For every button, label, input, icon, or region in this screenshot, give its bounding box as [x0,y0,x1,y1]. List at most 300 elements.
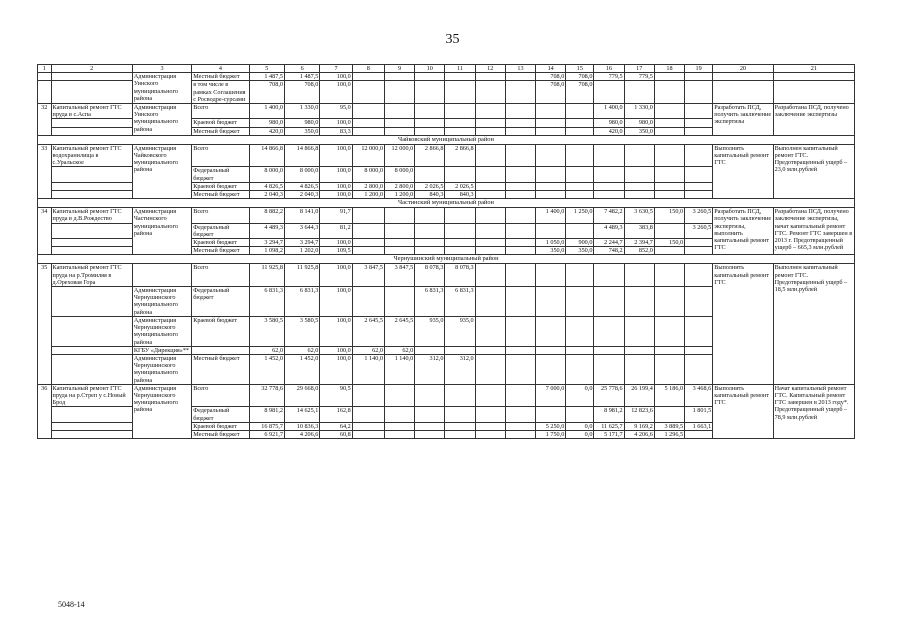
table-cell-col-18: 3 889,5 [654,422,684,430]
table-cell-col-19 [685,167,713,182]
table-cell-col-12 [475,182,505,190]
table-cell-col-6: 8 000,0 [284,167,319,182]
table-cell-col-19 [685,182,713,190]
table-cell-col-12 [475,422,505,430]
table-cell-col-2 [51,127,132,135]
table-cell-col-5: 8 000,0 [249,167,284,182]
table-cell-col-12 [475,223,505,238]
table-cell-col-11: 8 078,3 [445,264,475,287]
table-cell-col-10 [415,104,445,119]
table-cell-col-4: Всего [192,264,249,287]
table-cell-col-10 [415,247,445,255]
table-cell-col-15 [566,127,594,135]
table-cell-col-12 [475,104,505,119]
table-cell-col-7: 100,0 [320,191,352,199]
table-cell-col-2: Капитальный ремонт ГТС пруда в с.Аспа [51,104,132,119]
table-cell-col-6: 4 826,5 [284,182,319,190]
footer-code: 5048-14 [58,600,85,609]
table-cell-col-2: Капитальный ремонт ГТС пруда в д.В.Рождество [51,208,132,223]
table-cell-col-17 [624,354,654,384]
table-cell-col-14: 1 400,0 [536,208,566,223]
column-header: 4 [192,65,249,73]
table-cell-col-17: 12 823,6 [624,407,654,422]
table-cell-col-4: Краевой бюджет [192,239,249,247]
table-cell-col-16: 7 482,2 [594,208,624,223]
table-cell-col-18 [654,144,684,167]
table-cell-col-13 [505,73,535,81]
table-cell-col-15 [566,287,594,317]
table-cell-col-9 [384,104,414,119]
table-cell-col-11 [445,384,475,407]
table-cell-col-5: 1 487,5 [249,73,284,81]
column-header: 16 [594,65,624,73]
table-cell-col-10 [415,407,445,422]
table-cell-col-10 [415,430,445,438]
table-cell-col-13 [505,81,535,104]
table-cell-col-4: Краевой бюджет [192,316,249,346]
table-cell-col-7: 100,0 [320,119,352,127]
table-cell-col-17 [624,264,654,287]
table-cell-col-7: 162,8 [320,407,352,422]
table-cell-col-4: Всего [192,144,249,167]
table-cell-col-16: 980,0 [594,119,624,127]
table-cell-col-1: 33 [38,144,52,198]
table-cell-col-9: 62,0 [384,346,414,354]
column-header: 14 [536,65,566,73]
table-cell-col-11 [445,119,475,127]
table-cell-col-13 [505,346,535,354]
table-cell-col-7: 95,0 [320,104,352,119]
table-cell-col-9 [384,81,414,104]
table-cell-col-2 [51,316,132,346]
table-row [38,208,855,223]
table-cell-col-17: 383,8 [624,223,654,238]
table-cell-col-21: Разработана ПСД, получено заключение экспертизы [773,104,854,136]
table-cell-col-14 [536,144,566,167]
header-row [38,65,855,73]
table-cell-col-21: Разработана ПСД, получено заключение экспертизы, начат капитальный ремонт ГТС. Ремонт ГТС завершен в 2013 г. Предотвращенный ущерб – 665,3 млн.рублей [773,208,854,255]
table-cell-col-2 [51,73,132,81]
table-cell-col-11 [445,104,475,119]
table-cell-col-5: 4 489,3 [249,223,284,238]
table-cell-col-6: 3 294,7 [284,239,319,247]
table-cell-col-7: 100,0 [320,316,352,346]
table-cell-col-8 [352,287,384,317]
table-cell-col-20 [713,81,773,104]
table-cell-col-12 [475,430,505,438]
table-cell-col-19 [685,81,713,104]
table-cell-col-14 [536,346,566,354]
table-cell-col-4: в том числе в рамках Соглашения с Росводре-сурсами [192,81,249,104]
table-cell-col-4: Местный бюджет [192,127,249,135]
table-cell-col-18 [654,354,684,384]
table-cell-col-6: 29 668,0 [284,384,319,407]
table-cell-col-8: 12 000,0 [352,144,384,167]
table-cell-col-8 [352,208,384,223]
table-cell-col-13 [505,384,535,407]
table-cell-col-19 [685,287,713,317]
section-title: Чернушинский муниципальный район [38,255,855,264]
table-cell-col-10 [415,167,445,182]
table-cell-col-7: 100,0 [320,264,352,287]
table-cell-col-9 [384,422,414,430]
table-cell-col-17 [624,144,654,167]
table-cell-col-8 [352,407,384,422]
table-cell-col-2 [51,407,132,422]
table-cell-col-21 [773,73,854,81]
table-cell-col-9 [384,119,414,127]
table-cell-col-6: 1 487,5 [284,73,319,81]
table-cell-col-19 [685,264,713,287]
table-cell-col-9 [384,430,414,438]
table-cell-col-19 [685,119,713,127]
table-cell-col-19 [685,127,713,135]
table-cell-col-16 [594,346,624,354]
table-cell-col-10: 840,3 [415,191,445,199]
table-row [38,264,855,287]
table-cell-col-19 [685,104,713,119]
table-cell-col-11 [445,407,475,422]
column-header: 13 [505,65,535,73]
table-cell-col-17: 26 199,4 [624,384,654,407]
table-cell-col-14: 708,0 [536,73,566,81]
table-cell-col-10: 6 831,3 [415,287,445,317]
table-cell-col-8 [352,119,384,127]
table-cell-col-7: 64,2 [320,422,352,430]
table-cell-col-15: 900,0 [566,239,594,247]
column-header: 18 [654,65,684,73]
table-cell-col-4: Всего [192,104,249,119]
table-cell-col-8: 62,0 [352,346,384,354]
table-cell-col-2 [51,81,132,104]
table-cell-col-16 [594,287,624,317]
table-cell-col-19: 1 801,5 [685,407,713,422]
table-cell-col-17 [624,316,654,346]
table-cell-col-5: 1 400,0 [249,104,284,119]
table-cell-col-20: Выполнить капитальный ремонт ГТС [713,384,773,438]
table-cell-col-21: Начат капитальный ремонт ГТС. Капитальный ремонт ГТС завершен в 2013 году*. Предотвращенный ущерб – 78,9 млн.рублей [773,384,854,438]
table-cell-col-12 [475,346,505,354]
table-cell-col-5: 32 778,6 [249,384,284,407]
table-cell-col-4: Краевой бюджет [192,182,249,190]
table-cell-col-6: 980,0 [284,119,319,127]
table-cell-col-15: 0,0 [566,422,594,430]
table-cell-col-8 [352,384,384,407]
table-cell-col-19 [685,430,713,438]
table-cell-col-9 [384,208,414,223]
column-header: 5 [249,65,284,73]
table-cell-col-6: 1 330,0 [284,104,319,119]
column-header: 15 [566,65,594,73]
table-cell-col-18 [654,81,684,104]
table-cell-col-12 [475,354,505,384]
table-cell-col-3: Администрация Уинского муниципального района [132,73,191,104]
table-cell-col-3: Администрация Уинского муниципального района [132,104,191,136]
table-cell-col-14: 350,0 [536,247,566,255]
table-cell-col-8 [352,247,384,255]
table-cell-col-18 [654,287,684,317]
table-cell-col-7: 83,3 [320,127,352,135]
table-cell-col-5: 1 452,0 [249,354,284,384]
table-cell-col-16: 5 171,7 [594,430,624,438]
table-cell-col-16 [594,182,624,190]
table-cell-col-17: 4 206,6 [624,430,654,438]
table-cell-col-5: 62,0 [249,346,284,354]
table-cell-col-14 [536,191,566,199]
table-cell-col-21: Выполнен капитальный ремонт ГТС. Предотвращенный ущерб – 23,0 млн.рублей [773,144,854,198]
table-cell-col-11: 6 831,3 [445,287,475,317]
table-cell-col-14: 1 750,0 [536,430,566,438]
table-cell-col-11 [445,167,475,182]
table-cell-col-19: 1 663,1 [685,422,713,430]
table-cell-col-14 [536,264,566,287]
table-cell-col-9 [384,407,414,422]
table-cell-col-3: Администрация Чернушинского муниципального района [132,287,191,317]
table-cell-col-17: 2 394,7 [624,239,654,247]
table-cell-col-2: Капитальный ремонт ГТС пруда на р.Тромиляя в д.Ореховая Гора [51,264,132,287]
table-body [38,65,855,439]
table-cell-col-6: 2 040,3 [284,191,319,199]
section-row [38,199,855,208]
table-cell-col-12 [475,73,505,81]
table-cell-col-10 [415,73,445,81]
section-title: Частинский муниципальный район [38,199,855,208]
table-cell-col-4: Местный бюджет [192,191,249,199]
table-cell-col-4: Краевой бюджет [192,119,249,127]
table-cell-col-10 [415,384,445,407]
table-cell-col-11 [445,81,475,104]
table-cell-col-5: 14 866,8 [249,144,284,167]
table-cell-col-4: Федеральный бюджет [192,287,249,317]
table-cell-col-11 [445,127,475,135]
table-cell-col-8 [352,223,384,238]
table-cell-col-9: 1 200,0 [384,191,414,199]
table-cell-col-5: 8 981,2 [249,407,284,422]
table-cell-col-15: 0,0 [566,430,594,438]
table-cell-col-6: 708,0 [284,81,319,104]
table-cell-col-16: 4 489,3 [594,223,624,238]
table-cell-col-19 [685,144,713,167]
table-cell-col-10 [415,119,445,127]
table-cell-col-19 [685,316,713,346]
table-cell-col-17: 9 169,2 [624,422,654,430]
table-cell-col-2 [51,239,132,247]
table-cell-col-11 [445,239,475,247]
table-cell-col-4: Федеральный бюджет [192,407,249,422]
table-cell-col-14 [536,104,566,119]
table-cell-col-6: 10 836,3 [284,422,319,430]
table-cell-col-7: 109,5 [320,247,352,255]
table-cell-col-15: 708,0 [566,81,594,104]
column-header: 17 [624,65,654,73]
table-cell-col-15 [566,407,594,422]
table-cell-col-4: Краевой бюджет [192,422,249,430]
table-cell-col-12 [475,119,505,127]
column-header: 19 [685,65,713,73]
column-header: 10 [415,65,445,73]
table-cell-col-17: 1 330,0 [624,104,654,119]
table-cell-col-20: Разработать ПСД, получить заключение экспертизы [713,104,773,136]
table-cell-col-2 [51,430,132,438]
table-cell-col-11 [445,223,475,238]
table-cell-col-12 [475,264,505,287]
table-cell-col-17: 779,5 [624,73,654,81]
table-cell-col-2 [51,346,132,354]
table-cell-col-11: 840,3 [445,191,475,199]
table-cell-col-13 [505,127,535,135]
table-cell-col-8: 2 645,5 [352,316,384,346]
table-cell-col-8 [352,127,384,135]
table-cell-col-12 [475,144,505,167]
table-cell-col-5: 980,0 [249,119,284,127]
table-cell-col-5: 3 580,5 [249,316,284,346]
table-cell-col-16 [594,264,624,287]
table-row [38,73,855,81]
table-cell-col-14 [536,407,566,422]
table-cell-col-14: 708,0 [536,81,566,104]
table-cell-col-9: 2 645,5 [384,316,414,346]
table-cell-col-20: Выполнить капитальный ремонт ГТС [713,144,773,198]
table-cell-col-15 [566,354,594,384]
table-cell-col-18 [654,407,684,422]
table-cell-col-14 [536,316,566,346]
table-cell-col-18: 5 186,0 [654,384,684,407]
table-cell-col-6: 14 866,8 [284,144,319,167]
table-cell-col-12 [475,407,505,422]
table-cell-col-20 [713,73,773,81]
table-cell-col-19 [685,346,713,354]
table-cell-col-15 [566,264,594,287]
table-cell-col-18: 150,0 [654,239,684,247]
column-header: 2 [51,65,132,73]
table-cell-col-5: 8 882,2 [249,208,284,223]
table-cell-col-1: 34 [38,208,52,255]
column-header: 6 [284,65,319,73]
table-cell-col-14 [536,119,566,127]
table-cell-col-14: 7 000,0 [536,384,566,407]
table-cell-col-15: 1 250,0 [566,208,594,223]
table-cell-col-8: 3 847,5 [352,264,384,287]
table-cell-col-12 [475,247,505,255]
table-cell-col-6: 6 831,3 [284,287,319,317]
table-cell-col-4: Федеральный бюджет [192,167,249,182]
table-cell-col-9 [384,223,414,238]
table-cell-col-12 [475,81,505,104]
table-cell-col-15 [566,346,594,354]
table-cell-col-15 [566,191,594,199]
table-cell-col-9: 12 000,0 [384,144,414,167]
table-row [38,384,855,407]
table-cell-col-15 [566,104,594,119]
table-cell-col-9 [384,239,414,247]
table-cell-col-10: 312,0 [415,354,445,384]
table-cell-col-14 [536,287,566,317]
budget-table-wrapper [37,64,855,439]
table-cell-col-3: Администрация Чайковского муниципального района [132,144,191,198]
budget-table [37,64,855,439]
column-header: 3 [132,65,191,73]
table-cell-col-15: 708,0 [566,73,594,81]
table-cell-col-4: Местный бюджет [192,354,249,384]
table-cell-col-3 [132,264,191,287]
table-cell-col-11 [445,430,475,438]
table-cell-col-9 [384,247,414,255]
table-cell-col-14 [536,223,566,238]
table-cell-col-13 [505,104,535,119]
table-cell-col-5: 1 098,2 [249,247,284,255]
table-cell-col-2: Капитальный ремонт ГТС водохранилища в с.Уральское [51,144,132,167]
table-cell-col-1: 35 [38,264,52,384]
table-cell-col-2 [51,247,132,255]
table-cell-col-5: 6 831,3 [249,287,284,317]
table-cell-col-11 [445,247,475,255]
table-cell-col-19 [685,191,713,199]
column-header: 9 [384,65,414,73]
table-cell-col-2 [51,191,132,199]
table-cell-col-3: КГБУ «Дирекция»** [132,346,191,354]
table-cell-col-12 [475,316,505,346]
table-cell-col-13 [505,208,535,223]
table-cell-col-10: 935,0 [415,316,445,346]
table-cell-col-5: 708,0 [249,81,284,104]
table-cell-col-19: 3 260,5 [685,223,713,238]
table-cell-col-11: 2 026,5 [445,182,475,190]
table-cell-col-7: 91,7 [320,208,352,223]
table-cell-col-11: 312,0 [445,354,475,384]
table-cell-col-15 [566,167,594,182]
column-header: 12 [475,65,505,73]
table-cell-col-4: Местный бюджет [192,247,249,255]
table-cell-col-11 [445,73,475,81]
table-cell-col-7: 100,0 [320,239,352,247]
table-cell-col-19 [685,239,713,247]
table-cell-col-19 [685,247,713,255]
table-cell-col-10 [415,223,445,238]
table-cell-col-16: 2 244,7 [594,239,624,247]
table-cell-col-13 [505,430,535,438]
table-cell-col-18 [654,127,684,135]
table-cell-col-1 [38,73,52,81]
table-cell-col-15 [566,223,594,238]
table-cell-col-16 [594,316,624,346]
table-cell-col-12 [475,239,505,247]
table-cell-col-19: 3 468,6 [685,384,713,407]
table-row [38,104,855,119]
table-cell-col-12 [475,127,505,135]
table-cell-col-9: 8 000,0 [384,167,414,182]
table-cell-col-6: 3 580,5 [284,316,319,346]
table-cell-col-15 [566,144,594,167]
table-cell-col-13 [505,182,535,190]
table-cell-col-17 [624,346,654,354]
column-header: 20 [713,65,773,73]
table-cell-col-9 [384,127,414,135]
table-cell-col-3: Администрация Чернушинского муниципального района [132,384,191,438]
table-cell-col-20: Выполнить капитальный ремонт ГТС [713,264,773,384]
table-cell-col-7: 100,0 [320,73,352,81]
table-cell-col-10 [415,346,445,354]
table-cell-col-7: 100,0 [320,182,352,190]
table-cell-col-15 [566,182,594,190]
column-header: 7 [320,65,352,73]
table-cell-col-8: 2 800,0 [352,182,384,190]
table-cell-col-4 [192,346,249,354]
table-cell-col-13 [505,264,535,287]
table-cell-col-18 [654,119,684,127]
table-cell-col-13 [505,407,535,422]
section-row [38,135,855,144]
table-cell-col-13 [505,247,535,255]
